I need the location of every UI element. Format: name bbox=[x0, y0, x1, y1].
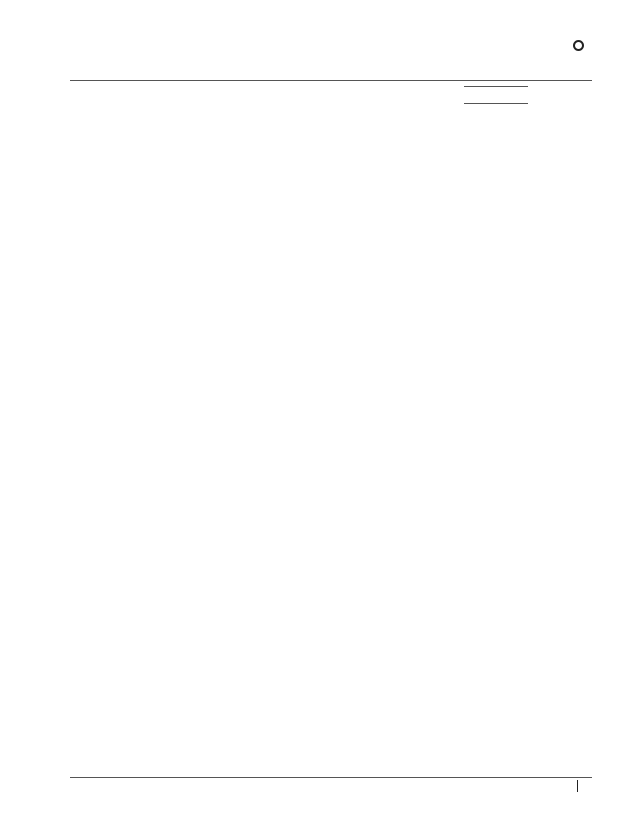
index-column-4 bbox=[267, 83, 333, 773]
index-column-7 bbox=[464, 83, 530, 773]
index-column-1 bbox=[70, 83, 136, 773]
index-column-6 bbox=[398, 83, 464, 773]
index-header bbox=[569, 40, 584, 51]
author-index bbox=[70, 83, 595, 773]
group-heading-ja bbox=[464, 86, 529, 104]
ring-icon bbox=[573, 40, 584, 51]
top-rule bbox=[70, 80, 592, 81]
index-column-5 bbox=[332, 83, 398, 773]
bottom-rule bbox=[70, 777, 592, 778]
footer-separator bbox=[577, 780, 578, 792]
page-footer bbox=[571, 780, 584, 792]
index-column-2 bbox=[136, 83, 202, 773]
index-column-3 bbox=[201, 83, 267, 773]
